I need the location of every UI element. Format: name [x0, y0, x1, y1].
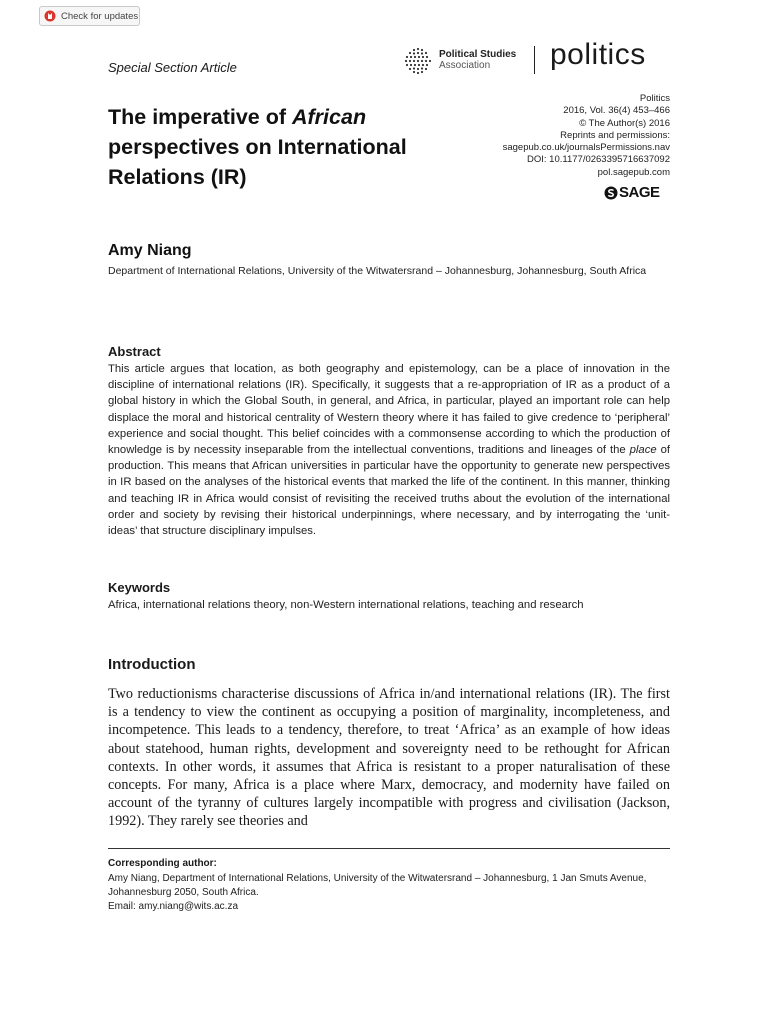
check-updates-icon	[44, 10, 56, 22]
section-label: Special Section Article	[108, 60, 237, 75]
title-part-2: perspectives on International Relations (IR)	[108, 135, 407, 189]
article-title	[108, 102, 488, 192]
journal-wordmark: politics	[550, 38, 646, 71]
keywords-heading: Keywords	[108, 580, 171, 595]
publisher-name: Political Studies	[439, 49, 517, 60]
meta-copyright: © The Author(s) 2016	[579, 117, 670, 129]
corresponding-author-heading: Corresponding author:	[108, 858, 217, 869]
introduction-text: Two reductionisms characterise discussions of Africa in/and international relations (IR). The first is a tendency to view the continent as occupying a position of marginality, incompleteness, and incompetence. This leads to a tendency, therefore, to treat ‘Africa’ as an example of how ideas about statehood, human rights, development and sovereignty need to be rethought for African contexts. In other words, it assumes that Africa is resistant to a proper naturalisation of these concepts. For many, Africa is a place where Marx, democracy, and modernity have failed on account of the tyranny of cultures largely incompatible with progress and civilisation (Jackson, 1992). They rarely see theories and	[108, 686, 670, 830]
abstract-text	[108, 361, 670, 539]
author-affiliation: Department of International Relations, University of the Witwatersrand – Johannesburg, Johannesburg, South Africa	[108, 265, 647, 277]
meta-journal: Politics	[639, 93, 670, 104]
publisher-subname: Association	[439, 60, 491, 71]
check-for-updates-label: Check for updates	[61, 10, 139, 22]
keywords-text: Africa, international relations theory, non-Western international relations, teaching and research	[108, 599, 584, 611]
footnote-divider	[108, 848, 670, 849]
psa-logo-icon	[403, 46, 433, 76]
meta-permissions-link[interactable]: sagepub.co.uk/journalsPermissions.nav	[502, 142, 670, 154]
check-for-updates-button[interactable]	[39, 6, 140, 26]
title-italic: African	[292, 105, 367, 129]
meta-site-link[interactable]: pol.sagepub.com	[597, 166, 670, 178]
introduction-heading: Introduction	[108, 656, 196, 673]
abstract-text-2: of production. This means that African universities in particular have the opportunity to generate new perspectives in IR based on the analyses of the historical events that marked the life of the continent. In this manner, thinking and teaching IR in Africa would consist of revisiting the received truths about the evolution of the international order and society by revising their historical underpinnings, where necessary, and by interrogating the ‘unit-ideas’ that structure disciplinary impulses.	[108, 444, 671, 538]
author-name: Amy Niang	[108, 242, 192, 259]
abstract-text-1: This article argues that location, as both geography and epistemology, can be a place of innovation in the discipline of international relations (IR). Specifically, it suggests that a re-appropriation of IR as a product of a global history in which the Global South, in general, and Africa, in particular, played an important role can help displace the moral and historical centrality of Western theory where it has failed to give credence to ‘peripheral’ experience and social thought. This belief coincides with a commonsense according to which the production of knowledge is by necessity inseparable from the intellectual conventions, traditions and lineages of the	[108, 363, 670, 457]
sage-logo	[604, 184, 660, 201]
corresponding-author-details	[108, 872, 670, 914]
abstract-italic: place	[629, 444, 657, 457]
header-divider	[534, 46, 535, 74]
meta-volume: 2016, Vol. 36(4) 453–466	[563, 105, 670, 117]
title-part-1: The imperative of	[108, 105, 292, 129]
corresponding-address: Amy Niang, Department of International Relations, University of the Witwatersrand – Johannesburg, 1 Jan Smuts Avenue, Johannesburg 2050, South Africa.	[108, 873, 647, 898]
sage-logo-text: SAGE	[619, 184, 660, 201]
sage-s-icon	[604, 186, 618, 200]
abstract-heading: Abstract	[108, 344, 161, 359]
meta-doi[interactable]: DOI: 10.1177/0263395716637092	[527, 154, 670, 166]
corresponding-email[interactable]: Email: amy.niang@wits.ac.za	[108, 901, 239, 912]
meta-reprints: Reprints and permissions:	[560, 129, 670, 141]
